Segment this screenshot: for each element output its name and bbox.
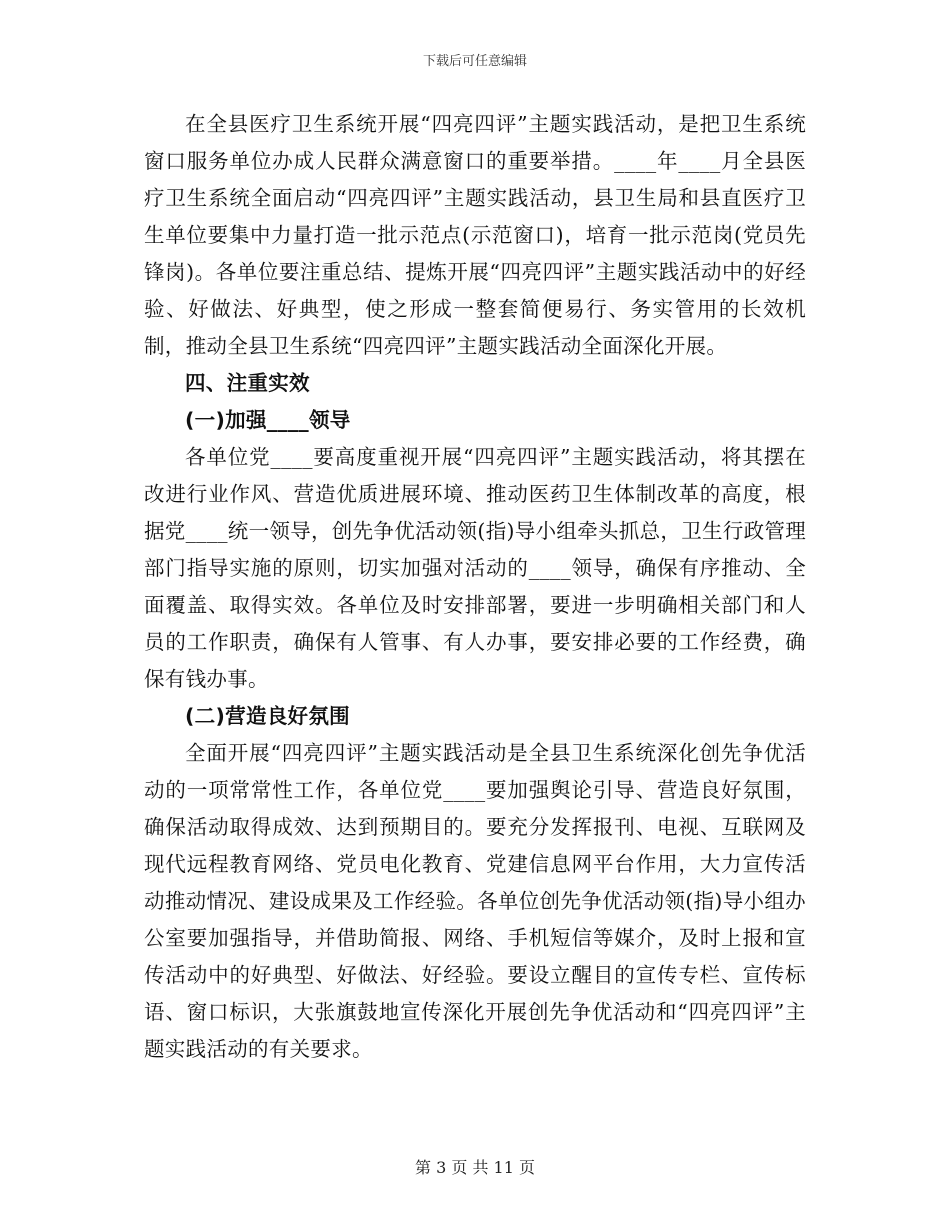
subheading-1: (一)加强____领导 (185, 408, 351, 432)
subheading-2: (二)营造良好氛围 (185, 704, 350, 728)
paragraph-intro: 在全县医疗卫生系统开展“四亮四评”主题实践活动，是把卫生系统窗口服务单位办成人民群众满意窗口的重要举措。____年____月全县医疗卫生系统全面启动“四亮四评”主题实践活动，县卫生局和县直医疗卫生单位要集中力量打造一批示范点(示范窗口)，培育一批示范岗(党员先锋岗)。各单位要注重总结、提炼开展“四亮四评”主题实践活动中的好经验、好做法、好典型，使之形成一整套简便易行、务实管用的长效机制，推动全县卫生系统“四亮四评”主题实践活动全面深化开展。 (144, 112, 806, 358)
page-header-note: 下载后可任意编辑 (422, 54, 527, 69)
section-heading-4: 四、注重实效 (185, 371, 310, 395)
document-body (144, 106, 806, 1068)
page-number: 第 3 页 共 11 页 (415, 1158, 535, 1177)
paragraph-atmosphere: 全面开展“四亮四评”主题实践活动是全县卫生系统深化创先争优活动的一项常常性工作，各单位党____要加强舆论引导、营造良好氛围，确保活动取得成效、达到预期目的。要充分发挥报刊、电视、互联网及现代远程教育网络、党员电化教育、党建信息网平台作用，大力宣传活动推动情况、建设成果及工作经验。各单位创先争优活动领(指)导小组办公室要加强指导，并借助简报、网络、手机短信等媒介，及时上报和宣传活动中的好典型、好做法、好经验。要设立醒目的宣传专栏、宣传标语、窗口标识，大张旗鼓地宣传深化开展创先争优活动和“四亮四评”主题实践活动的有关要求。 (144, 741, 806, 1061)
paragraph-leadership: 各单位党____要高度重视开展“四亮四评”主题实践活动，将其摆在改进行业作风、营造优质进展环境、推动医药卫生体制改革的高度，根据党____统一领导，创先争优活动领(指)导小组牵头抓总，卫生行政管理部门指导实施的原则，切实加强对活动的____领导，确保有序推动、全面覆盖、取得实效。各单位及时安排部署，要进一步明确相关部门和人员的工作职责，确保有人管事、有人办事，要安排必要的工作经费，确保有钱办事。 (144, 445, 806, 691)
